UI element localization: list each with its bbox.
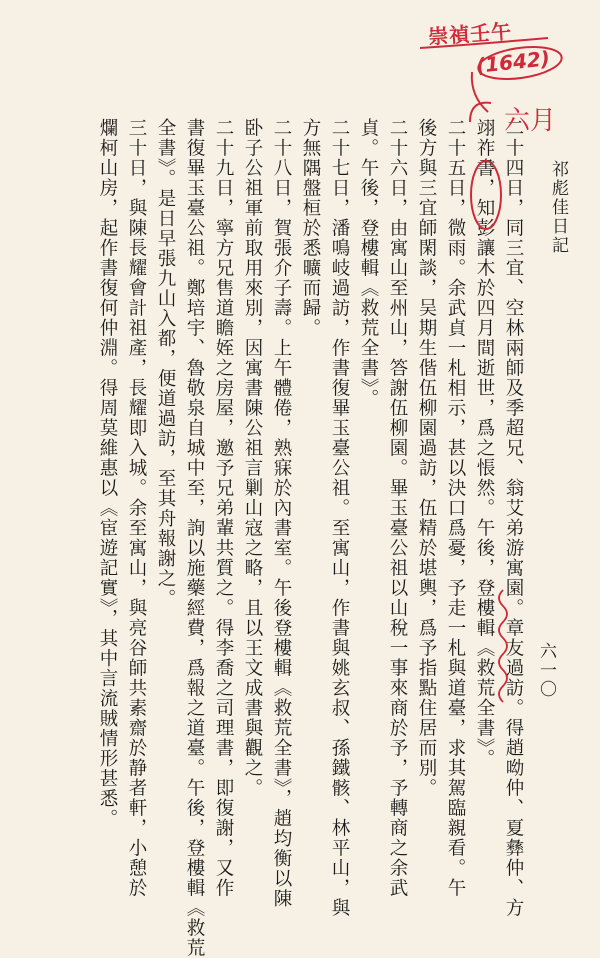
text-column-10: 卧子公祖軍前取用來別，因寓書陳公祖言剿山寇之略，且以王文成書與觀之。 bbox=[242, 118, 263, 798]
text-column-8: 方無隅盤桓於悉曠而歸。 bbox=[300, 118, 321, 338]
text-column-5: 二十六日，由寓山至州山，答謝伍柳園。畢玉臺公祖以山稅一事來商於予，予轉商之余武 bbox=[387, 118, 408, 898]
text-column-4: 後方與三宜師閑談，吴期生偕伍柳園過訪，伍精於堪輿，爲予指點住居而別。 bbox=[416, 118, 437, 798]
page-number: 六一〇 bbox=[536, 642, 556, 699]
text-column-1: 二十四日，同三宜、空林兩師及季超兄、翁艾弟游寓園。章友過訪。得趙呦仲、夏彝仲、方 bbox=[503, 118, 524, 918]
text-column-3: 二十五日，微雨。余武貞一札相示，甚以決口爲憂，予走一札與道臺，求其駕臨親看。午 bbox=[445, 118, 466, 898]
handwritten-year-note: (1642) bbox=[474, 46, 552, 78]
text-column-13: 全書》。是日早張九山入都，便道過訪，至其舟報謝之。 bbox=[155, 118, 176, 609]
arrow-curve-mark bbox=[472, 72, 488, 112]
text-column-14: 三十日，與陳長耀會計祖產，長耀即入城。余至寓山，與亮谷師共素齋於静者軒，小憩於 bbox=[126, 118, 147, 898]
text-column-7: 二十七日，潘鳴岐過訪，作書復畢玉臺公祖。至寓山，作書與姚玄叔、孫鐵骸、林平山，與 bbox=[329, 118, 350, 918]
text-column-11: 二十九日，寧方兄售道瞻姪之房屋，邀予兄弟輩共質之。得李喬之司理書，即復謝，又作 bbox=[213, 118, 234, 898]
text-column-15: 爛柯山房，起作書復何仲淵。得周莫維惠以《宦遊記實》，其中言流賊情形甚悉。 bbox=[97, 118, 118, 829]
running-header-title: 祁彪佳日記 bbox=[548, 160, 568, 255]
text-column-9: 二十八日，賀張介子壽。上午體倦，熟寐於內書室。午後登樓輯《救荒全書》，趙均衡以陳 bbox=[271, 118, 292, 909]
text-column-2: 翊祚書，知彭讓木於四月間逝世，爲之悵然。午後，登樓輯《救荒全書》。 bbox=[474, 118, 495, 769]
handwritten-date-note: 崇禎壬午 bbox=[427, 19, 513, 49]
text-column-6: 貞。午後，登樓輯《救荒全書》。 bbox=[358, 118, 379, 409]
handwritten-month-note: 六月 bbox=[504, 106, 557, 136]
text-column-12: 書復畢玉臺公祖。鄭培宇、魯敬泉自城中至，詢以施藥經費，爲報之道臺。午後，登樓輯《救荒 bbox=[184, 118, 205, 958]
